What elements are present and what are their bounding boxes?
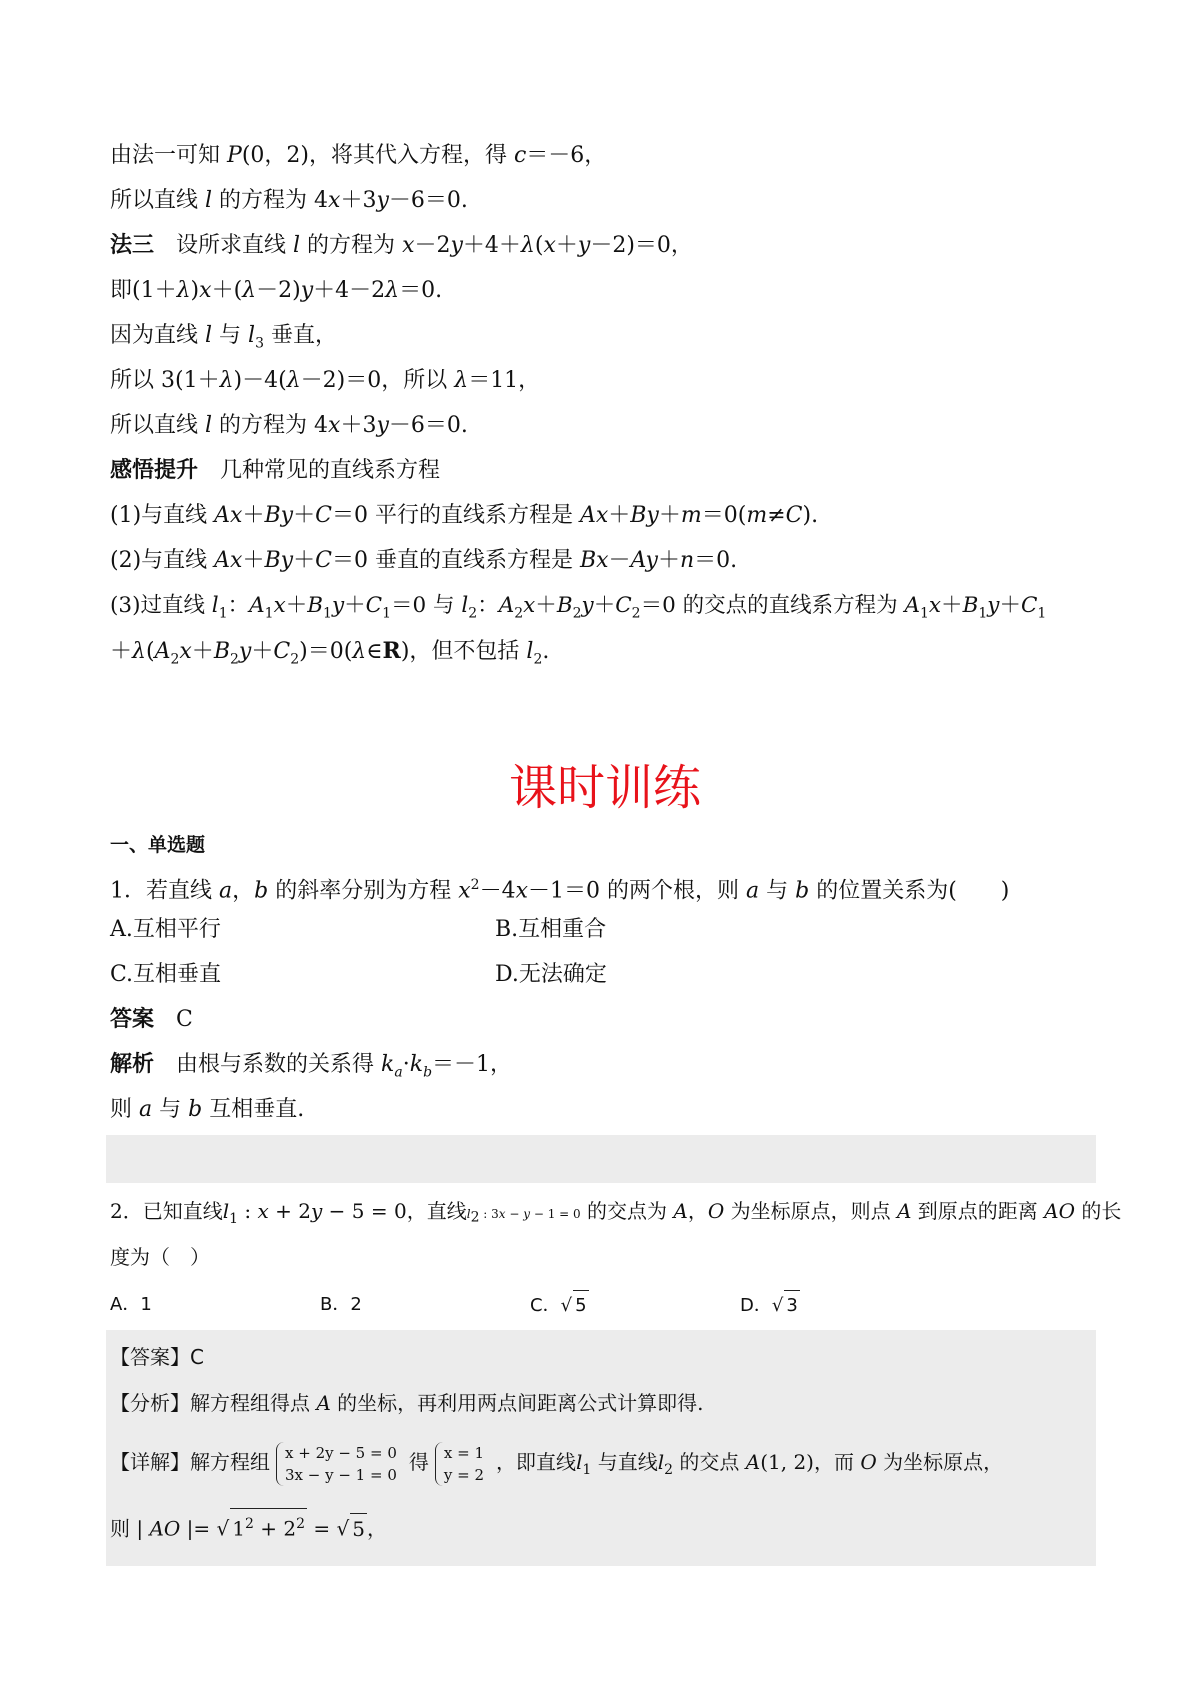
- q1-analysis: 解析 由根与系数的关系得 $k_a\cdot k_b=-1$，: [110, 1052, 513, 1081]
- q2-analysis: 【分析】解方程组得点 A 的坐标，再利用两点间距离公式计算即得.: [110, 1391, 704, 1415]
- q1-stem: 1．若直线 a，b 的斜率分别为方程 $x^2-4x-1=0$ 的两个根，则 a 与 b 的位置关系为( ): [110, 877, 1010, 904]
- q2-system-1: [276, 1442, 403, 1486]
- method3-line1: 法三 设所求直线 l 的方程为 x－2y＋4＋λ(x＋y－2)＝0，: [110, 233, 693, 258]
- q1-analysis-line2: 则 a 与 b 互相垂直.: [110, 1097, 305, 1122]
- q1-option-c: C.互相垂直: [110, 962, 222, 987]
- q2-system-2: [435, 1442, 490, 1486]
- method3-line3: 因为直线 l 与 $l_3$ 垂直，: [110, 323, 338, 352]
- q2-detail-line1: 【详解】解方程组 x + 2y − 5 = 0 3x − y − 1 = 0得 x = 1 y = 2，即直线$l_1$ 与直线$l_2$ 的交点 A(1, 2)，而 O 为坐标原点，: [110, 1443, 1004, 1484]
- q1-answer-value: C: [176, 1007, 193, 1032]
- method3-label: 法三: [110, 233, 155, 258]
- insight-heading-line: [110, 456, 440, 486]
- q2-system-2-eq2: y = 2: [443, 1465, 485, 1484]
- q2-detail-text2: 得: [408, 1450, 429, 1474]
- q2-analysis-tag: 【分析】: [110, 1391, 190, 1415]
- insight-label: 感悟提升: [110, 458, 199, 483]
- q2-option-d: D．√ 3: [740, 1290, 800, 1321]
- insight-heading: 几种常见的直线系方程: [220, 458, 441, 483]
- q1-option-d: D.无法确定: [495, 962, 607, 987]
- q2-stem-line1: 2．已知直线$l_1$ : x + 2y − 5 = 0，直线$l_2$ : 3x − y − 1 = 0 的交点为 A，O 为坐标原点，则点 A 到原点的距离 AO 的长: [110, 1199, 1122, 1227]
- q2-option-a: A．1: [110, 1294, 152, 1315]
- q2-option-b: B．2: [320, 1294, 362, 1315]
- q2-stem-line2: 度为（ ）: [110, 1245, 210, 1269]
- method3-line2: 即(1＋λ)x＋(λ－2)y＋4－2λ＝0.: [110, 278, 443, 303]
- method1-conclusion-line2: 所以直线 l 的方程为 4x＋3y－6＝0.: [110, 188, 468, 213]
- method3-line4: 所以 3(1＋λ)－4(λ－2)＝0，所以 λ＝11，: [110, 368, 541, 393]
- q1-option-b: B.互相重合: [495, 917, 607, 942]
- insight-item-3-cont: $+\lambda(A_2x+B_2y+C_2)=0(\lambda\in R)$，但不包括 $l_2$.: [110, 638, 550, 668]
- q2-system-1-eq2: 3x − y − 1 = 0: [285, 1465, 397, 1484]
- q1-option-a: A.互相平行: [110, 917, 221, 942]
- method3-line5: 所以直线 l 的方程为 4x＋3y－6＝0.: [110, 413, 468, 438]
- method1-conclusion-line1: 由法一可知 P(0，2)，将其代入方程，得 c＝－6，: [110, 143, 607, 168]
- insight-item-1: (1)与直线 Ax＋By＋C＝0 平行的直线系方程是 Ax＋By＋m＝0(m≠C).: [110, 503, 819, 528]
- insight-item-2: (2)与直线 Ax＋By＋C＝0 垂直的直线系方程是 Bx－Ay＋n＝0.: [110, 548, 738, 573]
- section-title: 课时训练: [508, 760, 701, 816]
- q2-detail-line2: 则 | AO |= √ $1^2 + 2^2$ = √ 5 ，: [110, 1508, 387, 1544]
- q2-option-c: C．√ 5: [530, 1290, 589, 1321]
- q2-answer: [110, 1342, 204, 1372]
- q1-answer: [110, 1005, 193, 1035]
- q2-system-1-eq1: x + 2y − 5 = 0: [285, 1443, 397, 1462]
- q2-system-2-eq1: x = 1: [443, 1443, 484, 1462]
- q1-answer-label: 答案: [110, 1007, 155, 1032]
- q2-answer-tag: 【答案】: [110, 1345, 190, 1369]
- q2-detail-text1: 解方程组: [190, 1450, 270, 1474]
- shaded-divider: [106, 1135, 1096, 1183]
- q1-analysis-label: 解析: [110, 1052, 155, 1077]
- insight-item-3: (3)过直线 $l_1$：$A_1x+B_1y+C_1=0$ 与 $l_2$：$A_2x+B_2y+C_2=0$ 的交点的直线系方程为 $A_1x+B_1y+C_1$: [110, 593, 1047, 622]
- q2-detail-tag: 【详解】: [110, 1450, 190, 1474]
- q2-answer-value: C: [190, 1345, 204, 1369]
- section-subtitle: 一、单选题: [110, 834, 206, 856]
